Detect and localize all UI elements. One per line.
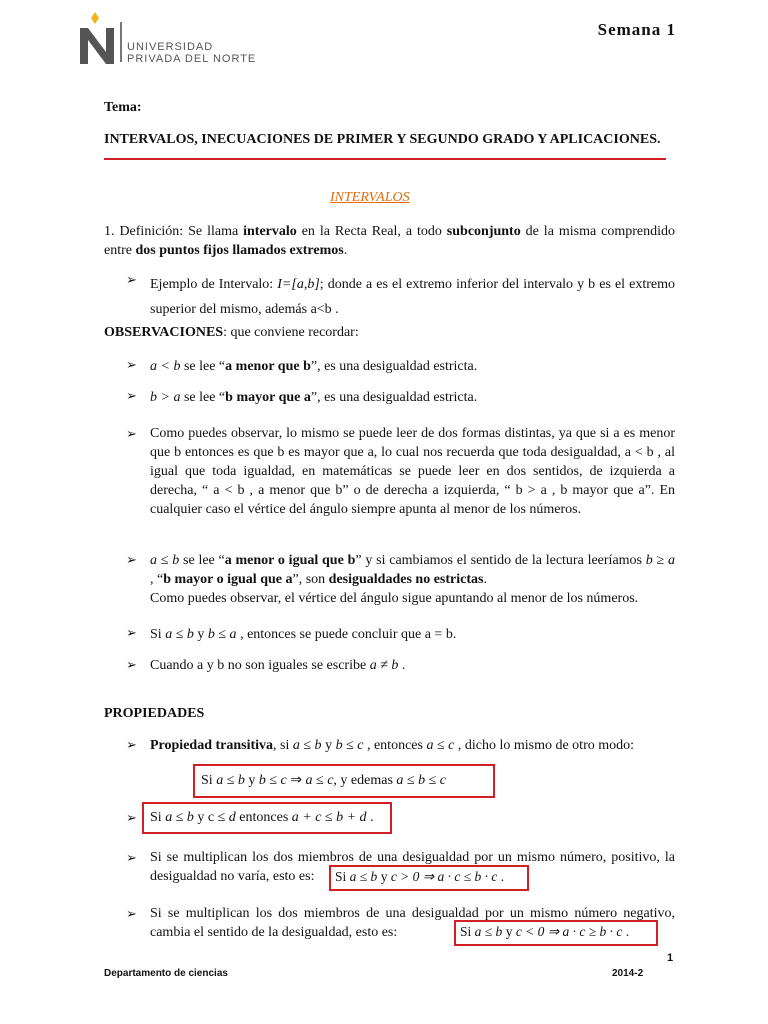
observaciones-rest: : que conviene recordar: bbox=[223, 325, 359, 340]
box-math: a ≤ b bbox=[349, 869, 378, 884]
prop-transitive bbox=[150, 736, 675, 755]
obs-math: b ≥ a bbox=[645, 553, 675, 568]
week-label: Semana 1 bbox=[597, 20, 676, 39]
positive-multiply-formula bbox=[335, 869, 504, 885]
obs-bold: b mayor que a bbox=[225, 390, 311, 405]
obs-text: . bbox=[398, 658, 406, 673]
box-text: Si bbox=[201, 773, 217, 788]
prop-text: y bbox=[321, 738, 336, 753]
obs-not-equal bbox=[150, 656, 675, 675]
addition-formula bbox=[150, 810, 374, 826]
obs-bold: desigualdades no estrictas bbox=[328, 572, 484, 587]
obs-text: . bbox=[483, 572, 487, 587]
obs-math: a < b bbox=[150, 359, 181, 374]
bullet-arrow-icon: ➢ bbox=[126, 426, 137, 441]
obs-text: se lee “ bbox=[180, 359, 226, 374]
obs-text: Cuando a y b no son iguales se escribe bbox=[150, 658, 370, 673]
footer-department: Departamento de ciencias bbox=[104, 968, 228, 979]
prop-text: , entonces bbox=[363, 738, 427, 753]
box-math: c > 0 ⇒ a · c ≤ b · c bbox=[390, 869, 498, 884]
example-text: Ejemplo de Intervalo: bbox=[150, 277, 278, 292]
positive-multiply-box bbox=[329, 865, 529, 891]
obs-non-strict-note: Como puedes observar, el vértice del ángulo sigue apuntando al menor de los números. bbox=[150, 591, 639, 606]
box-text: y bbox=[502, 924, 516, 939]
obs-text: ”, es una desigualdad estricta. bbox=[310, 359, 478, 374]
obs-strict-less bbox=[150, 357, 675, 376]
tema-label: Tema: bbox=[104, 100, 142, 115]
bullet-arrow-icon: ➢ bbox=[126, 357, 137, 372]
obs-bold: b mayor o igual que a bbox=[163, 572, 293, 587]
bullet-arrow-icon: ➢ bbox=[126, 737, 137, 752]
logo-divider bbox=[120, 22, 122, 62]
obs-math: a ≤ b bbox=[150, 553, 180, 568]
obs-text: ”, son bbox=[292, 572, 329, 587]
box-text: . bbox=[497, 869, 505, 884]
obs-text: , entonces se puede concluir que a = b. bbox=[236, 627, 457, 642]
box-text: . bbox=[622, 924, 630, 939]
box-text: entonces bbox=[235, 810, 292, 825]
bullet-arrow-icon: ➢ bbox=[126, 657, 137, 672]
box-text: Si bbox=[150, 810, 166, 825]
box-math: a ≤ b ≤ c bbox=[396, 773, 446, 788]
bullet-arrow-icon: ➢ bbox=[126, 810, 137, 825]
definition-paragraph bbox=[104, 222, 675, 260]
box-math: a ≤ b bbox=[474, 924, 503, 939]
box-math: a ≤ b bbox=[216, 773, 245, 788]
obs-text: se lee “ bbox=[180, 390, 226, 405]
university-name-line2: PRIVADA DEL NORTE bbox=[127, 53, 257, 65]
page-number: 1 bbox=[667, 952, 674, 964]
obs-two-readings: Como puedes observar, lo mismo se puede leer de dos formas distintas, ya que si a es menor que b entonces es que b es mayor que a, lo cual nos recuerda que toda desigualdad, a < b , al igual que toda igualdad, en matemáticas se puede leer en dos sentidos, de izquierda a derecha, “ a < b , a menor que b” o de derecha a izquierda, “ b > a , b mayor que a”. En cualquier caso el vértice del ángulo siempre apunta al menor de los números. bbox=[150, 426, 675, 517]
negative-multiply-formula bbox=[460, 924, 629, 940]
title-underline bbox=[104, 158, 666, 160]
obs-math: a ≤ b bbox=[165, 627, 194, 642]
obs-math: a ≠ b bbox=[369, 658, 399, 673]
transitive-formula-box bbox=[193, 764, 495, 798]
prop-text: , dicho lo mismo de otro modo: bbox=[454, 738, 635, 753]
box-math: a ≤ c bbox=[305, 773, 334, 788]
definition-text: en la Recta Real, a todo bbox=[296, 224, 447, 239]
obs-math: b ≤ a bbox=[207, 627, 237, 642]
example-paragraph bbox=[150, 272, 675, 322]
obs-non-strict bbox=[150, 551, 675, 608]
bullet-arrow-icon: ➢ bbox=[126, 625, 137, 640]
prop-math: a ≤ b bbox=[292, 738, 322, 753]
prop-positive-multiply: Si se multiplican los dos miembros de una desigualdad por un mismo número, positivo, la desigualdad no varía, esto es: bbox=[150, 850, 675, 884]
bullet-arrow-icon: ➢ bbox=[126, 552, 137, 567]
bullet-arrow-icon: ➢ bbox=[126, 388, 137, 403]
prop-math: b ≤ c bbox=[335, 738, 364, 753]
addition-formula-box bbox=[142, 802, 392, 834]
obs-text: Si bbox=[150, 627, 166, 642]
box-math: a + c ≤ b + d bbox=[291, 810, 367, 825]
obs-text: , “ bbox=[150, 572, 164, 587]
box-text: y c bbox=[193, 810, 218, 825]
box-math: b ≤ c bbox=[258, 773, 287, 788]
definition-text: de la misma comprendido entre bbox=[104, 224, 675, 258]
box-text: y bbox=[244, 773, 259, 788]
obs-bold: a menor o igual que b bbox=[224, 553, 356, 568]
example-math: I=[a,b] bbox=[277, 277, 320, 292]
definition-term: subconjunto bbox=[446, 224, 521, 239]
example-text: ; donde a es el extremo inferior del intervalo y b es el extremo superior del mismo, además a<b . bbox=[150, 277, 675, 317]
bullet-arrow-icon: ➢ bbox=[126, 906, 137, 921]
box-text: Si bbox=[460, 924, 475, 939]
observaciones-heading bbox=[104, 325, 359, 341]
page-title: INTERVALOS, INECUACIONES DE PRIMER Y SEGUNDO GRADO Y APLICACIONES. bbox=[104, 132, 661, 147]
unp-logo-mark bbox=[78, 12, 116, 64]
transitive-formula bbox=[201, 772, 446, 789]
definition-text: 1. Definición: Se llama bbox=[104, 224, 244, 239]
box-text: ⇒ bbox=[286, 773, 306, 788]
university-name-line1: UNIVERSIDAD bbox=[127, 41, 214, 53]
obs-equality bbox=[150, 625, 675, 644]
box-math: ≤ d bbox=[217, 810, 236, 825]
prop-math: a ≤ c bbox=[426, 738, 455, 753]
obs-strict-greater bbox=[150, 388, 675, 407]
negative-multiply-box bbox=[454, 920, 658, 946]
prop-text: , si bbox=[273, 738, 293, 753]
obs-math: b > a bbox=[150, 390, 181, 405]
prop-negative-multiply: Si se multiplican los dos miembros de una desigualdad por un mismo número negativo, cambia el sentido de la desigualdad, esto es: bbox=[150, 906, 675, 940]
box-text: , y edemas bbox=[333, 773, 397, 788]
obs-text: y bbox=[193, 627, 208, 642]
university-name bbox=[127, 41, 256, 65]
obs-text: ” y si cambiamos el sentido de la lectura leeríamos bbox=[355, 553, 646, 568]
box-text: Si bbox=[335, 869, 350, 884]
box-math: a ≤ b bbox=[165, 810, 194, 825]
obs-bold: a menor que b bbox=[225, 359, 311, 374]
obs-text: se lee “ bbox=[179, 553, 225, 568]
bullet-arrow-icon: ➢ bbox=[126, 850, 137, 865]
box-text: y bbox=[377, 869, 391, 884]
section-heading-intervalos: INTERVALOS bbox=[330, 190, 410, 205]
footer-term: 2014-2 bbox=[612, 968, 644, 979]
box-math: c < 0 ⇒ a · c ≥ b · c bbox=[515, 924, 623, 939]
propiedades-heading: PROPIEDADES bbox=[104, 706, 205, 721]
definition-text: . bbox=[343, 243, 348, 258]
box-text: . bbox=[366, 810, 374, 825]
bullet-arrow-icon: ➢ bbox=[126, 272, 137, 287]
definition-term: dos puntos fijos llamados extremos bbox=[135, 243, 344, 258]
definition-term: intervalo bbox=[243, 224, 297, 239]
observaciones-label: OBSERVACIONES bbox=[104, 325, 224, 340]
prop-bold: Propiedad transitiva bbox=[150, 738, 274, 753]
obs-text: ”, es una desigualdad estricta. bbox=[310, 390, 478, 405]
